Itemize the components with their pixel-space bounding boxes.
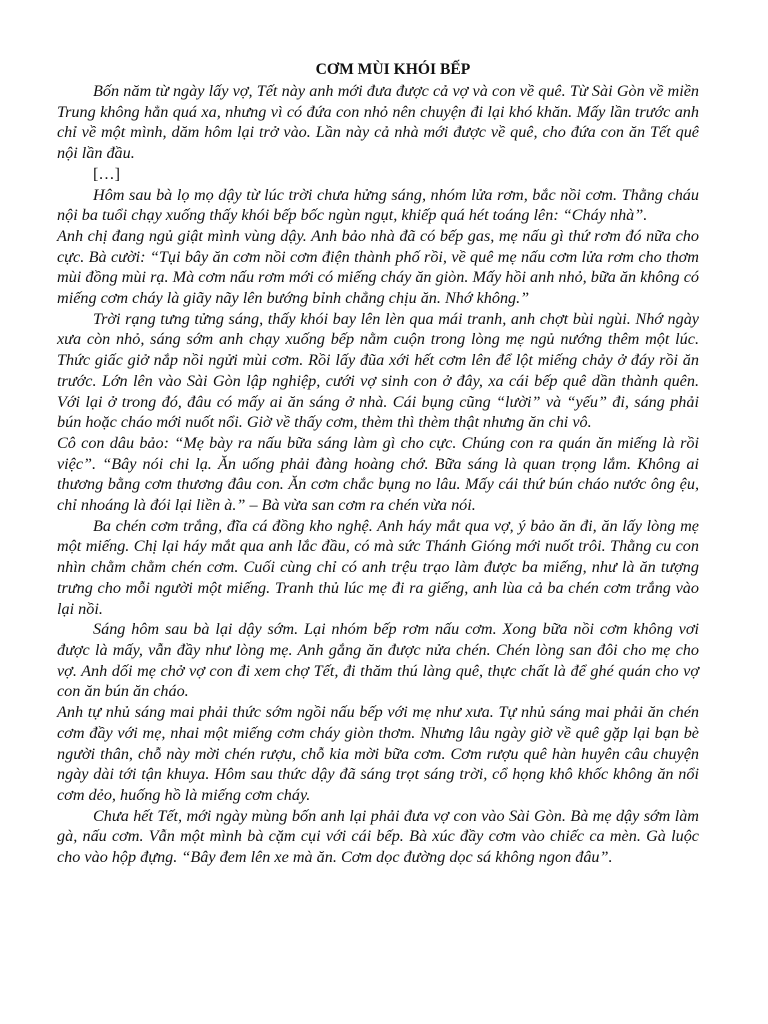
document-title: CƠM MÙI KHÓI BẾP (315, 61, 471, 78)
document-body (57, 81, 699, 868)
paragraph: Trời rạng tưng tửng sáng, thấy khói bay lên lèn qua mái tranh, anh chợt bùi ngùi. Nhớ ngày xưa còn nhỏ, sáng sớm anh chạy xuống bếp nằm cuộn trong lòng mẹ ngủ nướng thêm một lúc. Thức giấc giở nắp nồi ngửi mùi cơm. Rồi lấy đũa xới hết cơm lên để lột miếng chảy ở đáy rồi ăn trước. Lớn lên vào Sài Gòn lập nghiệp, cưới vợ sinh con ở đây, xa cái bếp quê dần thành quên. Với lại ở trong đó, đâu có mấy ai ăn sáng ở nhà. Cái bụng cũng “lười” và “yếu” đi, sáng phải bún hoặc cháo mới nuốt nổi. Giờ về thấy cơm, thèm thì thèm thật nhưng ăn chi vô. (57, 309, 699, 432)
paragraph: Hôm sau bà lọ mọ dậy từ lúc trời chưa hửng sáng, nhóm lửa rơm, bắc nồi cơm. Thằng cháu nội ba tuổi chạy xuống thấy khói bếp bốc ngùn ngụt, khiếp quá hét toáng lên: “Cháy nhà”. (57, 185, 699, 225)
paragraph: Anh tự nhủ sáng mai phải thức sớm ngồi nấu bếp với mẹ như xưa. Tự nhủ sáng mai phải ăn chén cơm đầy với mẹ, nhai một miếng cơm cháy giòn thơm. Nhưng lâu ngày giờ về quê gặp lại bạn bè người thân, chỗ này mời chén rượu, chỗ kia mời bữa cơm. Cơm rượu quê hàn huyên câu chuyện ngày dài tới tận khuya. Hôm sau thức dậy đã sáng trọt sáng trời, cổ họng khô khốc không ăn nổi cơm dẻo, huống hồ là miếng cơm cháy. (57, 703, 699, 804)
paragraph: Cô con dâu bảo: “Mẹ bày ra nấu bữa sáng làm gì cho cực. Chúng con ra quán ăn miếng là rồi việc”. “Bây nói chi lạ. Ăn uống phải đàng hoàng chớ. Bữa sáng là quan trọng lắm. Không ai thương bằng cơm thương đâu con. Ăn cơm chắc bụng no lâu. Mấy cái thứ bún cháo nước ông ệu, chỉ nhoáng là đói lại liền à.” – Bà vừa san cơm ra chén vừa nói. (57, 433, 699, 515)
paragraph: Sáng hôm sau bà lại dậy sớm. Lại nhóm bếp rơm nấu cơm. Xong bữa nồi cơm không vơi được là mấy, vẫn đầy như lòng mẹ. Anh gắng ăn được nửa chén. Chén lòng san đôi cho mẹ cho vợ. Anh dối mẹ chở vợ con đi xem chợ Tết, đi thăm thú làng quê, thực chất là để ghé quán cho vợ con ăn bún ăn cháo. (57, 620, 699, 701)
paragraph: Anh chị đang ngủ giật mình vùng dậy. Anh bảo nhà đã có bếp gas, mẹ nấu gì thứ rơm đó nữa cho cực. Bà cười: “Tụi bây ăn cơm nồi cơm điện thành phố rồi, về quê mẹ nấu cơm lửa rơm cho thơm mùi đồng mùi rạ. Mà cơm nấu rơm mới có miếng cháy ăn giòn. Mấy hồi anh nhỏ, bữa ăn không có miếng cơm cháy là giãy nãy lên bướng bỉnh chẳng chịu ăn. Nhớ không.” (57, 226, 699, 308)
paragraph: Ba chén cơm trắng, đĩa cá đồng kho nghệ. Anh háy mắt qua vợ, ý bảo ăn đi, ăn lấy lòng mẹ một miếng. Chị lại háy mắt qua anh lắc đầu, có mà sức Thánh Gióng mới nuốt trôi. Thằng cu con nhìn chằm chằm chén cơm. Cuối cùng chỉ có anh trệu trạo làm được ba miếng, như là ăn tượng trưng cho mỗi người một miếng. Tranh thủ lúc mẹ đi ra giếng, anh lùa cả ba chén cơm trắng vào lại nồi. (57, 516, 699, 618)
ellipsis-marker: […] (93, 164, 120, 183)
paragraph: Bốn năm từ ngày lấy vợ, Tết này anh mới đưa được cả vợ và con về quê. Từ Sài Gòn về miền Trung không hẳn quá xa, nhưng vì có đứa con nhỏ nên chuyện đi lại khó khăn. Mấy lần trước anh chỉ về một mình, dăm hôm lại trở vào. Lần này cả nhà mới được về quê, cho đứa con ăn Tết quê nội lần đầu. (57, 82, 699, 163)
document-page (57, 59, 699, 868)
paragraph: Chưa hết Tết, mới ngày mùng bốn anh lại phải đưa vợ con vào Sài Gòn. Bà mẹ dậy sớm làm gà, nấu cơm. Vẫn một mình bà cặm cụi với cái bếp. Bà xúc đầy cơm vào chiếc ca mèn. Gà luộc cho vào hộp đựng. “Bây đem lên xe mà ăn. Cơm dọc đường dọc sá không ngon đâu”. (57, 806, 699, 867)
